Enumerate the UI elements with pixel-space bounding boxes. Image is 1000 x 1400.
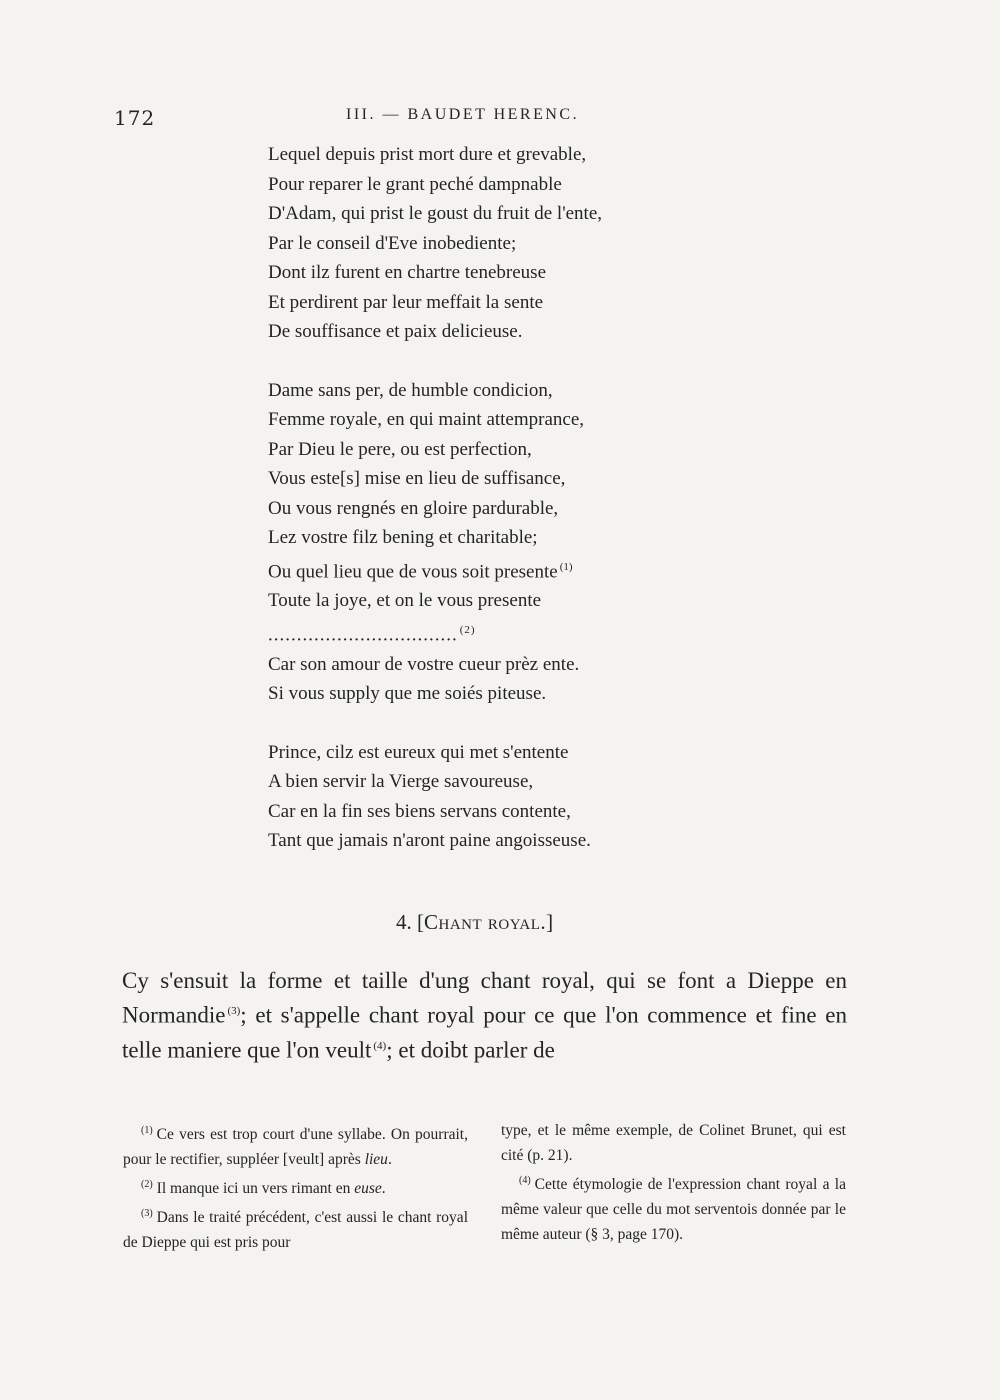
verse-line: Femme royale, en qui maint attemprance, <box>268 409 585 430</box>
verse-line: Prince, cilz est eureux qui met s'entente <box>268 741 569 763</box>
section-heading <box>396 910 553 935</box>
footnote-text: Ce vers est trop court d'une syllabe. On pourrait, pour le rectifier, suppléer [veult] après <box>123 1126 468 1169</box>
footnote-marker: (3) <box>141 1208 153 1220</box>
section-number: 4. <box>396 910 412 934</box>
footnote-2 <box>123 1172 468 1201</box>
page-number: 172 <box>114 106 156 130</box>
verse-line: Lez vostre filz bening et charitable; <box>268 527 538 548</box>
footnote-emphasis: lieu <box>364 1151 388 1169</box>
footnote-ref-3: (3) <box>227 1005 241 1017</box>
footnote-text: type, et le même exemple, de Colinet Brunet, qui est cité (p. 21). <box>501 1122 846 1164</box>
footnote-emphasis: euse <box>354 1180 382 1198</box>
footnotes-left-column <box>123 1118 468 1255</box>
verse-line: Si vous supply que me soiés piteuse. <box>268 683 547 705</box>
section-title-text: Chant royal. <box>424 910 547 934</box>
verse-line: Ou vous rengnés en gloire pardurable, <box>268 497 559 519</box>
page-header <box>0 106 1000 136</box>
envoi-stanza <box>268 738 788 856</box>
verse-line: Lequel depuis prist mort dure et grevable, <box>268 144 587 165</box>
missing-verse-dots <box>268 616 788 650</box>
verse-line: Par le conseil d'Eve inobediente; <box>268 232 517 254</box>
stanza-1 <box>268 140 788 347</box>
footnote-3-continuation <box>501 1118 846 1168</box>
verse-line: De souffisance et paix delicieuse. <box>268 321 523 342</box>
footnote-ref-2: (2) <box>459 623 476 636</box>
verse-line: Vous este[s] mise en lieu de suffisance, <box>268 468 566 489</box>
section-open-bracket: [ <box>417 910 424 934</box>
verse-text: Ou quel lieu que de vous soit presente <box>268 560 558 582</box>
footnote-marker: (4) <box>519 1175 531 1186</box>
footnotes <box>123 1118 851 1298</box>
prose-text: ; et doibt parler de <box>386 1037 555 1063</box>
stanza-2 <box>268 376 788 709</box>
prose-text: ; et s'appelle chant royal pour ce que l'on commence et fine en telle maniere que l'on veult <box>122 1002 847 1063</box>
verse-line: Tant que jamais n'aront paine angoisseuse. <box>268 830 591 852</box>
footnote-4 <box>501 1168 846 1247</box>
footnote-text: . <box>381 1180 386 1198</box>
verse-line: Car son amour de vostre cueur prèz ente. <box>268 653 580 675</box>
footnote-text: . <box>387 1151 392 1169</box>
verse-line: Dame sans per, de humble condicion, <box>268 379 553 401</box>
verse-line: D'Adam, qui prist le goust du fruit de l'ente, <box>268 203 603 224</box>
footnote-text: Cette étymologie de l'expression chant royal a la même valeur que celle du mot serventois donnée par le même auteur (§ 3, page 170). <box>501 1176 846 1244</box>
verse-line: Par Dieu le pere, ou est perfection, <box>268 438 532 460</box>
section-close-bracket: ] <box>546 910 554 934</box>
verse-line-with-note <box>268 553 788 587</box>
verse-line: Dont ilz furent en chartre tenebreuse <box>268 262 547 283</box>
footnote-ref-4: (4) <box>373 1039 387 1052</box>
verse-line: Et perdirent par leur meffait la sente <box>268 291 544 313</box>
footnote-marker: (1) <box>141 1125 153 1136</box>
prose-text: Cy s'ensuit la forme et taille d'ung chant royal, qui se font a Dieppe en Normandie <box>122 968 847 1028</box>
footnote-ref-1: (1) <box>559 560 573 573</box>
poem <box>268 140 788 856</box>
dots-text: ................................. <box>268 624 458 646</box>
footnote-marker: (2) <box>141 1179 153 1191</box>
verse-line: Car en la fin ses biens servans contente, <box>268 800 571 822</box>
footnote-text: Dans le traité précédent, c'est aussi le chant royal de Dieppe qui est pris pour <box>123 1209 468 1252</box>
footnote-3 <box>123 1201 468 1255</box>
footnote-text: Il manque ici un vers rimant en <box>156 1180 355 1198</box>
footnotes-right-column <box>501 1118 846 1247</box>
verse-line: Toute la joye, et on le vous presente <box>268 590 542 612</box>
footnote-1 <box>123 1118 468 1172</box>
prose-paragraph <box>122 965 847 1065</box>
verse-line: A bien servir la Vierge savoureuse, <box>268 771 534 793</box>
verse-line: Pour reparer le grant peché dampnable <box>268 173 562 195</box>
running-head: III. — BAUDET HERENC. <box>346 106 580 123</box>
